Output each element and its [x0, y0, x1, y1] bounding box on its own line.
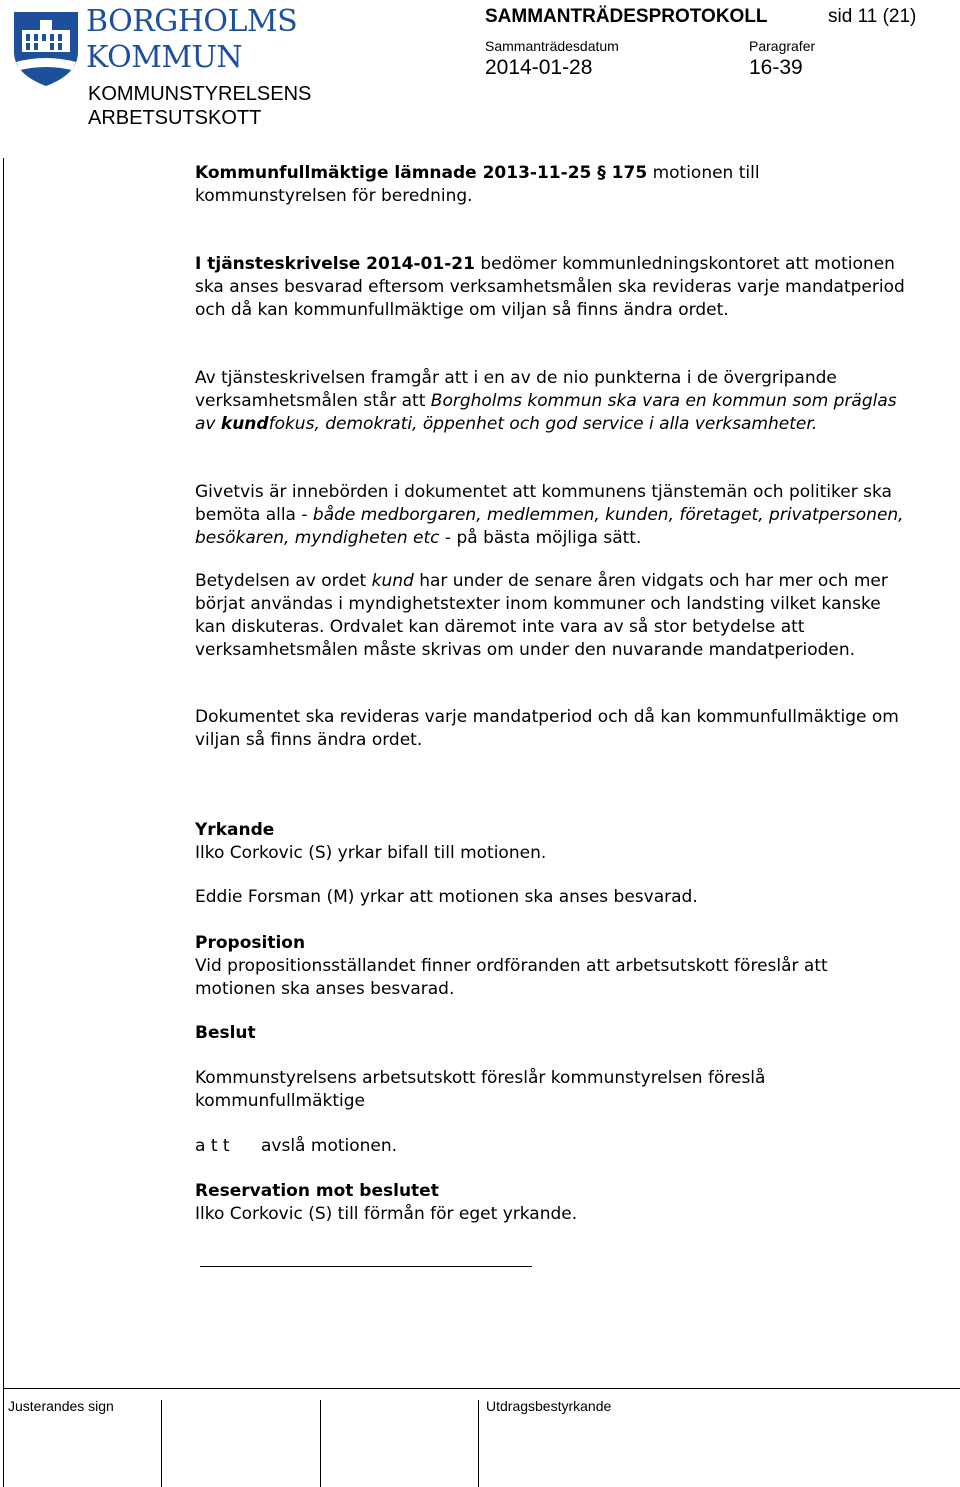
referral-text: motionen till kommunstyrelsen för beredning.	[195, 163, 760, 206]
motion-yrkande-1: Ilko Corkovic (S) yrkar bifall till motionen.	[195, 843, 547, 863]
motion-yrkande-2: Eddie Forsman (M) yrkar att motionen ska anses besvarad.	[195, 887, 698, 907]
page-number: sid 11 (21)	[828, 6, 917, 27]
footer-extract-label: Utdragsbestyrkande	[486, 1398, 612, 1414]
goals-quote-a: Borgholms kommun ska vara en kommun som präglas av	[195, 391, 897, 434]
decision-text: Kommunstyrelsens arbetsutskott föreslår kommunstyrelsen föreslå kommunfullmäktige	[195, 1068, 766, 1111]
heading-beslut: Beslut	[195, 1023, 256, 1043]
decision-att-clause	[195, 1135, 905, 1158]
meeting-date-label: Sammanträdesdatum	[485, 38, 619, 54]
goals-quote-b: fokus, demokrati, öppenhet och god service i alla verksamheter.	[268, 414, 818, 434]
committee-line1: KOMMUNSTYRELSENS	[88, 83, 312, 105]
heading-proposition: Proposition	[195, 933, 306, 953]
paragraph-assessment	[195, 253, 905, 322]
footer-sign-label: Justerandes sign	[8, 1398, 114, 1414]
org-name-line1: BORGHOLMS	[86, 4, 298, 39]
footer-sign-divider	[320, 1400, 321, 1487]
goals-text: Av tjänsteskrivelsen framgår att i en av de nio punkterna i de övergripande verksamhetsmålen står att	[195, 368, 837, 411]
org-name-line2: KOMMUN	[86, 40, 243, 75]
organization-name	[86, 4, 297, 76]
paragraphs-label: Paragrafer	[749, 38, 816, 54]
reservation-text: Ilko Corkovic (S) till förmån för eget yrkande.	[195, 1204, 578, 1224]
coat-of-arms-icon	[10, 8, 82, 88]
footer-rule	[3, 1388, 960, 1389]
kund-start: Betydelsen av ordet	[195, 571, 372, 591]
meaning-start: Givetvis är innebörden i dokumentet att kommunens tjänstemän och politiker ska bemöta alla -	[195, 482, 892, 525]
att-word: a t t	[195, 1136, 230, 1156]
document-title: SAMMANTRÄDESPROTOKOLL	[485, 6, 768, 27]
kund-end: har under de senare åren vidgats och har mer och mer börjat användas i myndighetstexter inom kommuner och landsting vilket kanske kan diskuteras. Ordvalet kan däremot inte vara av så stor betydelse att verksamhetsmålen måste skrivas om under den nuvarande mandatperioden.	[195, 571, 888, 660]
paragraph-word-kund	[195, 570, 905, 662]
assessment-text: bedömer kommunledningskontoret att motionen ska anses besvarad eftersom verksamhetsmålen ska revideras varje mandatperiod och då kan kommunfullmäktige om viljan så finns ändra ordet.	[195, 254, 905, 320]
footer-sign-divider	[478, 1400, 479, 1487]
signature-line	[200, 1266, 532, 1267]
committee-line2: ARBETSUTSKOTT	[88, 107, 262, 129]
meeting-date-value: 2014-01-28	[485, 56, 593, 79]
meaning-end: - på bästa möjliga sätt.	[439, 528, 642, 548]
meaning-list: både medborgaren, medlemmen, kunden, företaget, privatpersonen, besökaren, myndigheten etc	[195, 505, 904, 548]
heading-reservation: Reservation mot beslutet	[195, 1181, 439, 1201]
proposition-text: Vid propositionsställandet finner ordföranden att arbetsutskott föreslår att motionen ska anses besvarad.	[195, 956, 828, 999]
paragraph-revision: Dokumentet ska revideras varje mandatperiod och då kan kommunfullmäktige om viljan så finns ändra ordet.	[195, 707, 899, 750]
kund-word: kund	[371, 571, 414, 591]
committee-name	[88, 82, 311, 130]
paragraphs-value: 16-39	[749, 56, 803, 79]
referral-lead: Kommunfullmäktige lämnade 2013-11-25 § 175	[195, 163, 648, 183]
att-text: avslå motionen.	[261, 1136, 398, 1156]
assessment-lead: I tjänsteskrivelse 2014-01-21	[195, 254, 475, 274]
footer-sign-divider	[161, 1400, 162, 1487]
goals-quote-emphasis: kund	[220, 414, 269, 434]
paragraph-goals	[195, 367, 905, 436]
paragraph-meaning	[195, 481, 905, 550]
paragraph-referral	[195, 162, 905, 208]
heading-yrkande: Yrkande	[195, 820, 275, 840]
left-margin-rule	[3, 158, 4, 1487]
